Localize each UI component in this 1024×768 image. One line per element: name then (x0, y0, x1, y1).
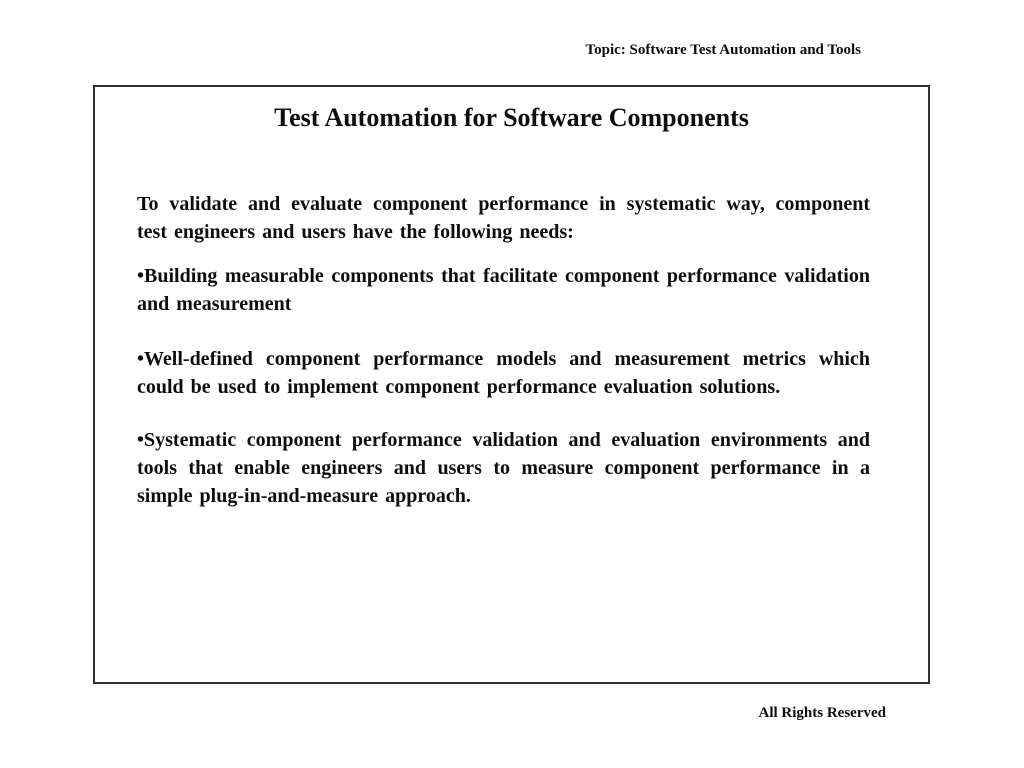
bullet-text: Building measurable components that facilitate component performance validation and measurement (137, 265, 870, 315)
bullet-item (137, 426, 870, 510)
bullet-item (137, 345, 870, 401)
footer-rights: All Rights Reserved (758, 705, 886, 721)
bullet-text: Well-defined component performance models and measurement metrics which could be used to implement component performance evaluation solutions. (137, 348, 870, 398)
bullet-marker: • (137, 348, 145, 370)
bullet-item (137, 262, 870, 318)
bullet-marker: • (137, 429, 145, 451)
intro-paragraph: To validate and evaluate component performance in systematic way, component test engineers and users have the following needs: (137, 193, 870, 243)
bullet-marker: • (137, 265, 145, 287)
slide-title: Test Automation for Software Components (274, 103, 749, 132)
topic-header: Topic: Software Test Automation and Tools (585, 42, 861, 58)
bullet-list (137, 262, 870, 510)
content-box (93, 85, 930, 684)
bullet-text: Systematic component performance validation and evaluation environments and tools that enable engineers and users to measure component performance in a simple plug-in-and-measure approach. (137, 429, 870, 507)
